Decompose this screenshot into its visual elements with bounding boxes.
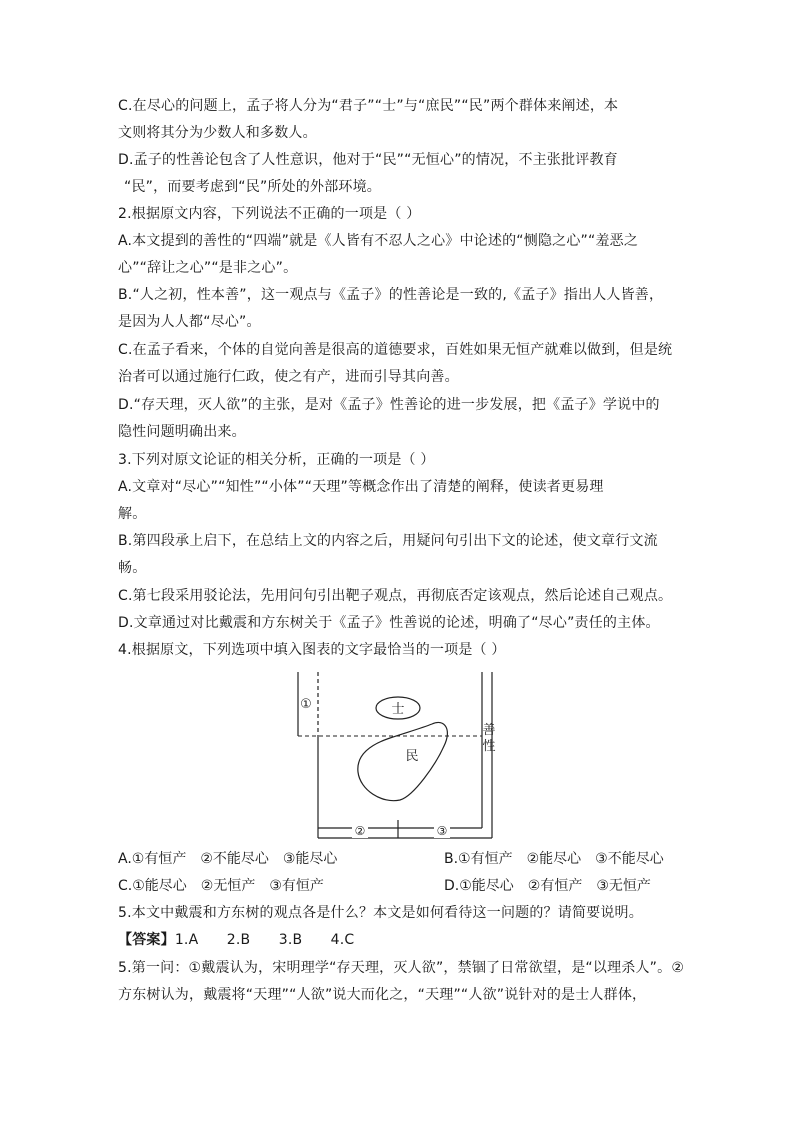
q3-option-a-line-1: A.文章对“尽心”“知性”“小体”“天理”等概念作出了清楚的阐释，使读者更易理	[118, 479, 604, 495]
question-2-stem: 2.根据原文内容，下列说法不正确的一项是（ ）	[118, 206, 421, 222]
answer-label: 【答案】	[118, 932, 175, 948]
q4-option-c: C.①能尽心 ②无恒产 ③有恒产	[118, 878, 324, 894]
q4-option-d: D.①能尽心 ②有恒产 ③无恒产	[444, 878, 651, 894]
q3-option-b-line-1: B.第四段承上启下，在总结上文的内容之后，用疑问句引出下文的论述，使文章行文流	[118, 533, 658, 549]
q3-option-b-line-2: 畅。	[118, 560, 147, 576]
option-d-line-2: “民”，而要考虑到“民”所处的外部环境。	[124, 179, 382, 195]
q3-option-a-line-2: 解。	[118, 506, 147, 522]
question-4-stem: 4.根据原文，下列选项中填入图表的文字最恰当的一项是（ ）	[118, 642, 506, 658]
q2-option-c-line-2: 治者可以通过施行仁政，使之有产，进而引导其向善。	[118, 369, 459, 385]
xing-label: 性	[482, 739, 496, 754]
question-5-stem: 5.本文中戴震和方东树的观点各是什么？本文是如何看待这一问题的？请简要说明。	[118, 905, 643, 921]
option-d-line-1: D.孟子的性善论包含了人性意识，他对于“民”“无恒心”的情况，不主张批评教育	[118, 152, 618, 168]
q2-option-a-line-1: A.本文提到的善性的“四端”就是《人皆有不忍人之心》中论述的“恻隐之心”“羞恶之	[118, 233, 639, 249]
q4-option-b: B.①有恒产 ②能尽心 ③不能尽心	[444, 851, 664, 867]
q4-option-a: A.①有恒产 ②不能尽心 ③能尽心	[118, 851, 338, 867]
q2-option-d-line-2: 隐性问题明确出来。	[118, 424, 246, 440]
question-3-stem: 3.下列对原文论证的相关分析，正确的一项是（ ）	[118, 452, 435, 468]
q2-option-b-line-1: B.“人之初，性本善”，这一观点与《孟子》的性善论是一致的,《孟子》指出人人皆善，	[118, 287, 664, 303]
option-c-line-2: 文则将其分为少数人和多数人。	[118, 125, 317, 141]
q2-option-d-line-1: D.“存天理，灭人欲”的主张，是对《孟子》性善论的进一步发展，把《孟子》学说中的	[118, 397, 660, 413]
answer-line	[118, 931, 354, 949]
q3-option-c: C.第七段采用驳论法，先用问句引出靶子观点，再彻底否定该观点，然后论述自己观点。	[118, 588, 673, 604]
concept-diagram	[290, 668, 510, 846]
q2-option-b-line-2: 是因为人人都“尽心”。	[118, 314, 261, 330]
explanation-line-1: 5.第一问：①戴震认为，宋明理学“存天理，灭人欲”，禁锢了日常欲望，是“以理杀人”。②	[118, 960, 685, 976]
explanation-line-2: 方东树认为，戴震将“天理”“人欲”说大而化之，“天理”“人欲”说针对的是士人群体，	[118, 987, 647, 1003]
shi-label: 士	[391, 702, 405, 717]
label-2: ②	[354, 824, 366, 838]
shan-label: 善	[482, 723, 496, 738]
label-1: ①	[300, 697, 312, 712]
q2-option-a-line-2: 心”“辞让之心”“是非之心”。	[118, 260, 298, 276]
min-label: 民	[405, 749, 419, 764]
q3-option-d: D.文章通过对比戴震和方东树关于《孟子》性善说的论述，明确了“尽心”责任的主体。	[118, 615, 660, 631]
answer-values: 1.A 2.B 3.B 4.C	[174, 932, 355, 948]
min-region	[358, 722, 448, 800]
label-3: ③	[436, 824, 448, 838]
q2-option-c-line-1: C.在孟子看来，个体的自觉向善是很高的道德要求，百姓如果无恒产就难以做到，但是统	[118, 342, 673, 358]
option-c-line-1: C.在尽心的问题上，孟子将人分为“君子”“士”与“庶民”“民”两个群体来阐述，本	[118, 98, 619, 114]
